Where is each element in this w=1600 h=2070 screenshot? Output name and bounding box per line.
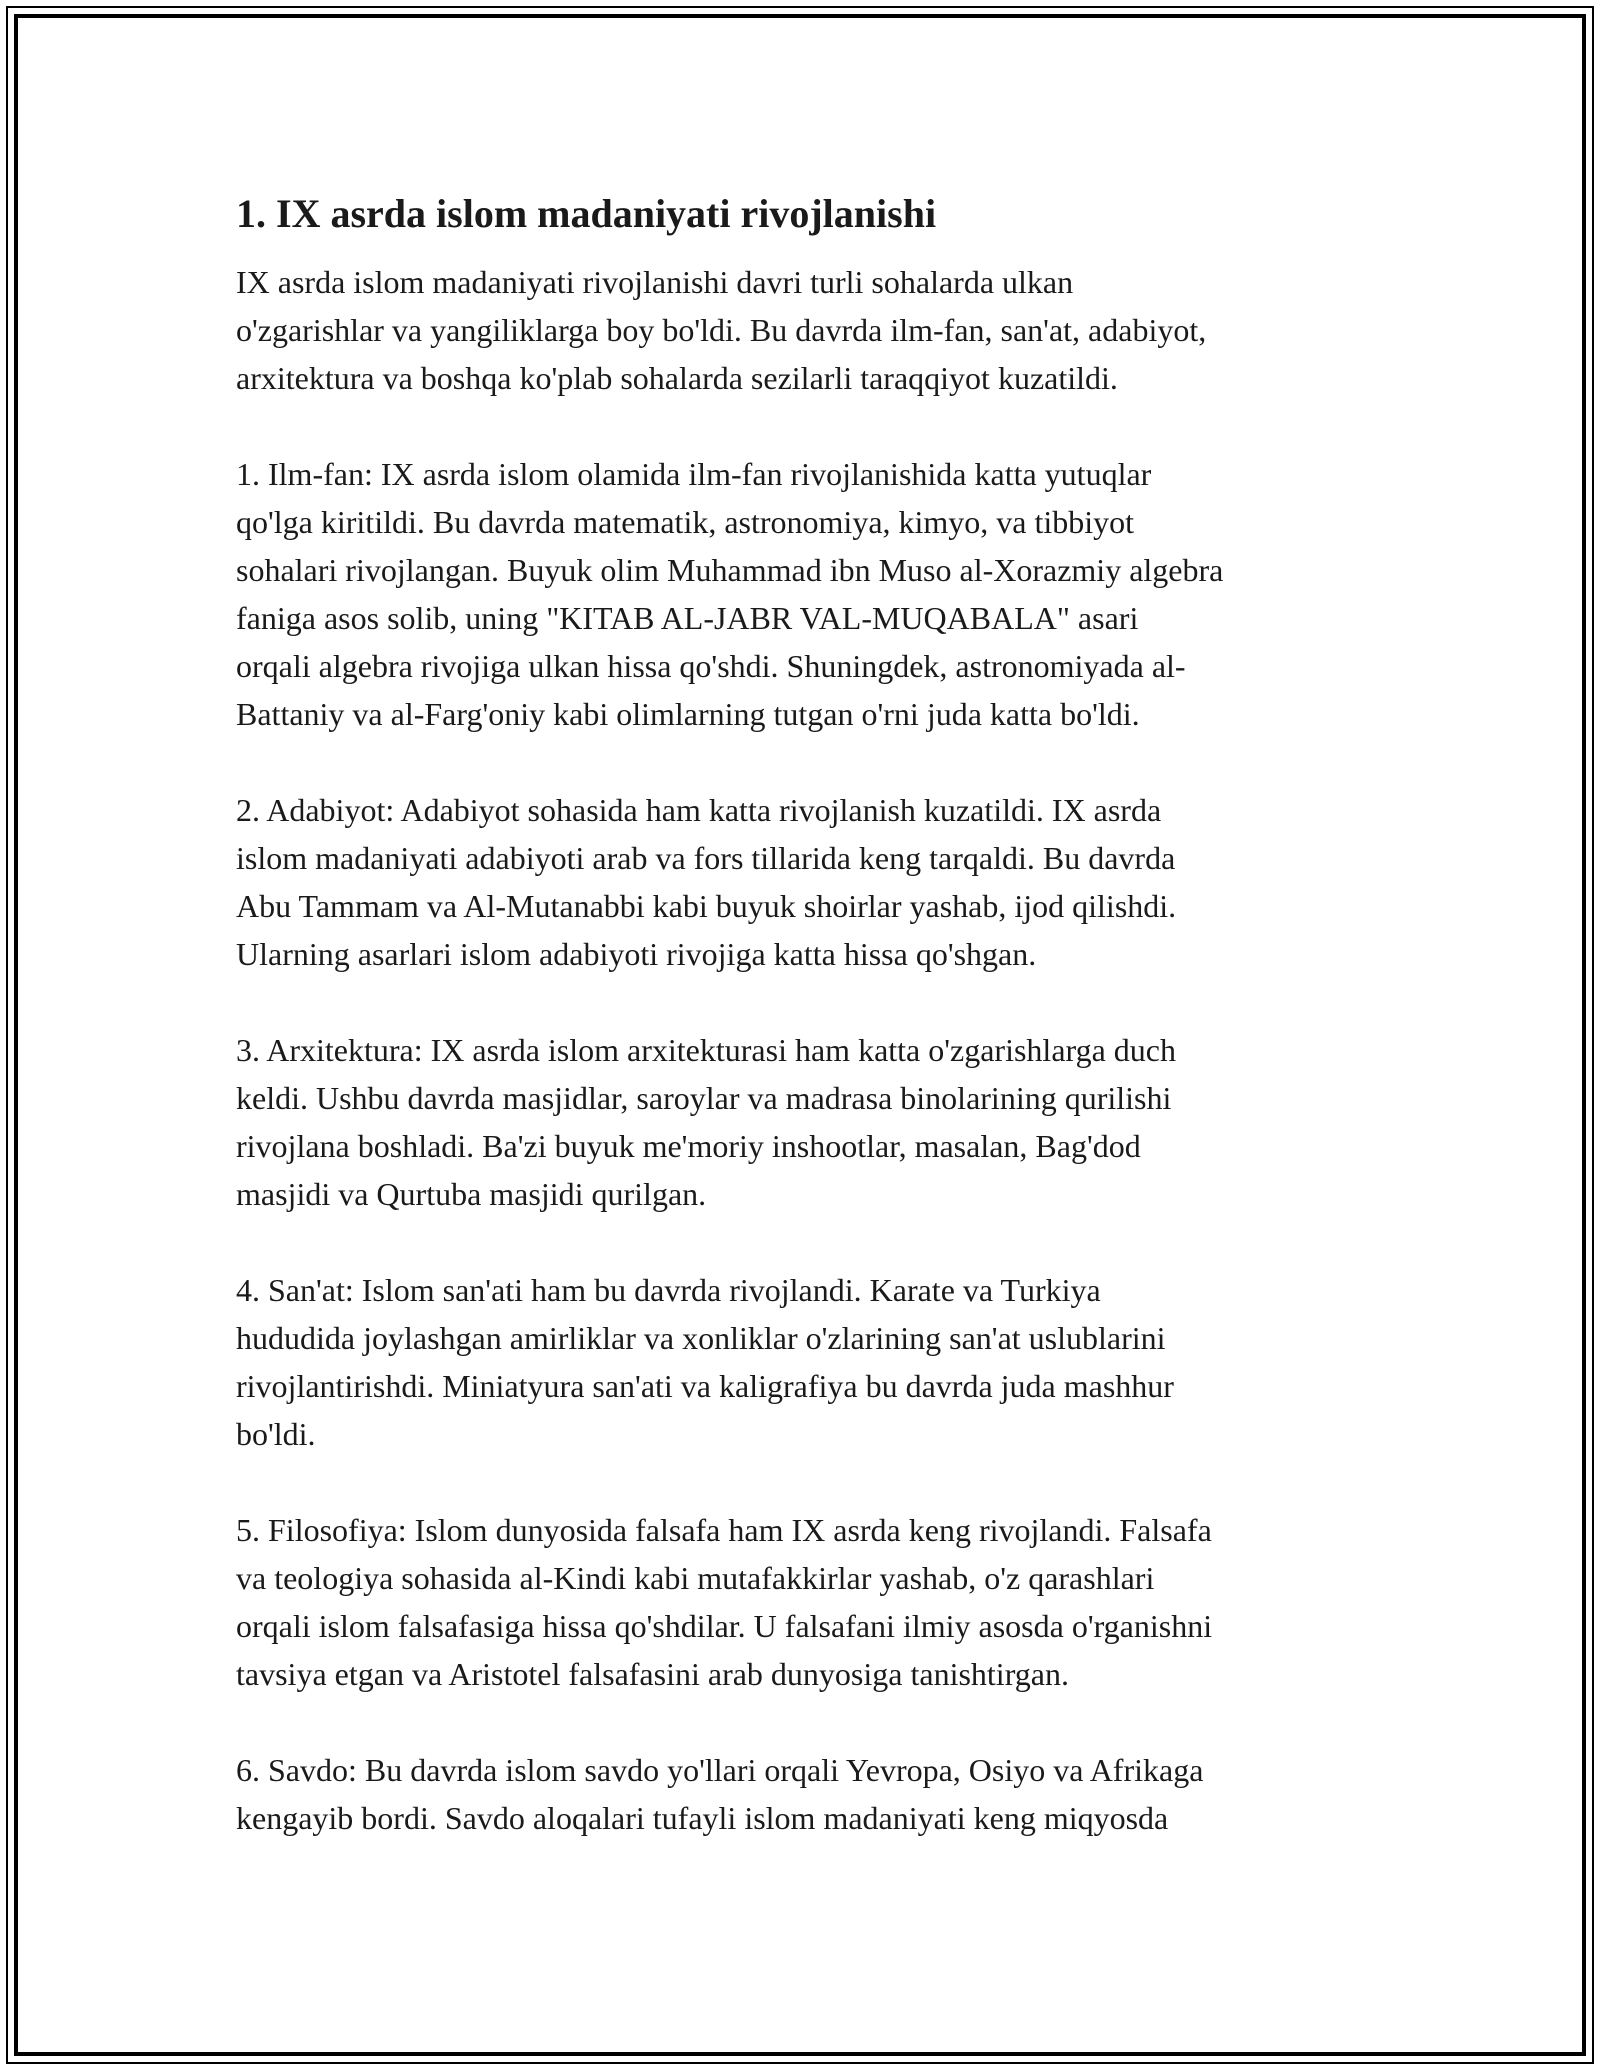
section-adabiyot: 2. Adabiyot: Adabiyot sohasida ham katta rivojlanish kuzatildi. IX asrda islom madaniyati adabiyoti arab va fors tillarida keng tarqaldi. Bu davrda Abu Tammam va Al-Mutanabbi kabi buyuk shoirlar yashab, ijod qilishdi. Ularning asarlari islom adabiyoti rivojiga katta hissa qo'shgan. — [236, 792, 1177, 972]
section-filosofiya: 5. Filosofiya: Islom dunyosida falsafa ham IX asrda keng rivojlandi. Falsafa va teologiya sohasida al-Kindi kabi mutafakkirlar yashab, o'z qarashlari orqali islom falsafasiga hissa qo'shdilar. U falsafani ilmiy asosda o'rganishni tavsiya etgan va Aristotel falsafasini arab dunyosiga tanishtirgan. — [236, 1512, 1213, 1692]
intro-paragraph: IX asrda islom madaniyati rivojlanishi davri turli sohalarda ulkan o'zgarishlar va yangiliklarga boy bo'ldi. Bu davrda ilm-fan, san'at, adabiyot, arxitektura va boshqa ko'plab sohalarda sezilarli taraqqiyot kuzatildi. — [236, 264, 1207, 396]
section-ilm-fan: 1. Ilm-fan: IX asrda islom olamida ilm-fan rivojlanishida katta yutuqlar qo'lga kiritildi. Bu davrda matematik, astronomiya, kimyo, va tibbiyot sohalari rivojlangan. Buyuk olim Muhammad ibn Muso al-Xorazmiy algebra faniga asos solib, uning "KITAB AL-JABR VAL-MUQABALA" asari orqali algebra rivojiga ulkan hissa qo'shdi. Shuningdek, astronomiyada al- Battaniy va al-Farg'oniy kabi olimlarning tutgan o'rni juda katta bo'ldi. — [236, 456, 1224, 732]
document-page — [236, 188, 1376, 1890]
section-savdo: 6. Savdo: Bu davrda islom savdo yo'llari orqali Yevropa, Osiyo va Afrikaga kengayib bordi. Savdo aloqalari tufayli islom madaniyati keng miqyosda — [236, 1752, 1204, 1836]
document-title: 1. IX asrda islom madaniyati rivojlanishi — [236, 191, 937, 236]
section-arxitektura: 3. Arxitektura: IX asrda islom arxitekturasi ham katta o'zgarishlarga duch keldi. Ushbu davrda masjidlar, saroylar va madrasa binolarining qurilishi rivojlana boshladi. Ba'zi buyuk me'moriy inshootlar, masalan, Bag'dod masjidi va Qurtuba masjidi qurilgan. — [236, 1032, 1176, 1212]
section-sanat: 4. San'at: Islom san'ati ham bu davrda rivojlandi. Karate va Turkiya hududida joylashgan amirliklar va xonliklar o'zlarining san'at uslublarini rivojlantirishdi. Miniatyura san'ati va kaligrafiya bu davrda juda mashhur bo'ldi. — [236, 1272, 1174, 1452]
